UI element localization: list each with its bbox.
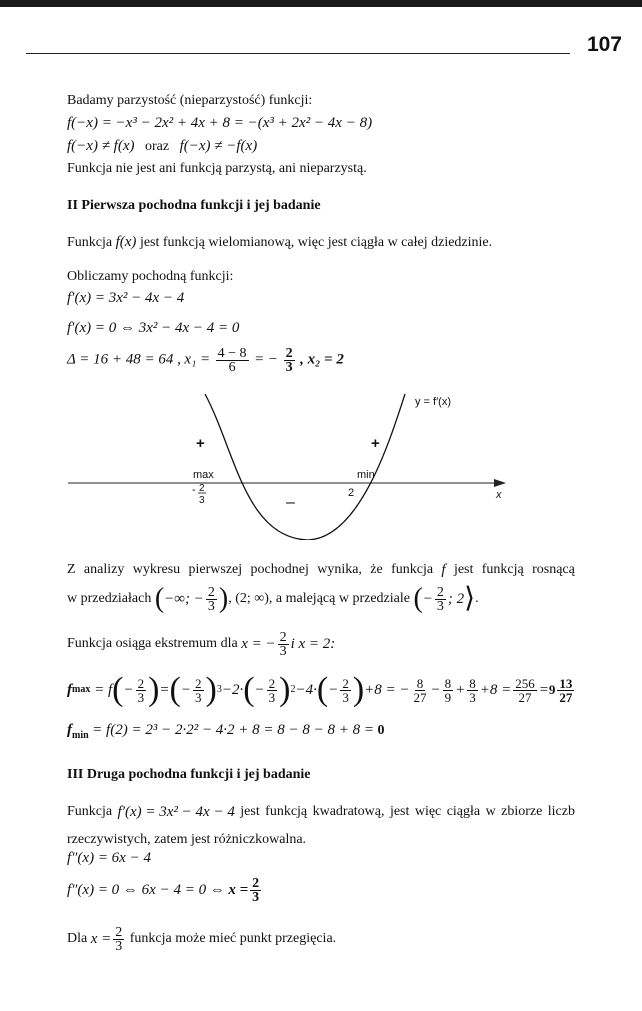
x1-label: x₁ = [184,351,211,368]
extremum-line [67,624,335,664]
interval-between: , (2; ∞), a malejącą w przedziale [228,591,410,606]
analysis-line-1-word: pierwszej [188,562,243,577]
second-zero-x: x = [228,882,249,898]
second-line-2: rzeczywistych, zatem jest różniczkowalna. [67,832,307,847]
fmax-result-int: 9 [548,682,556,697]
analysis-line-1 [67,561,575,579]
max-label: max [193,469,214,481]
parity-eq2-a: f(−x) ≠ f(x) [67,138,135,154]
analysis-line-1-word: rosnącą [532,562,575,577]
second-line-1-word: zbiorze [501,804,543,819]
parity-intro: Badamy parzystość (nieparzystość) funkcji: [67,93,313,108]
parity-equation-2 [67,137,257,156]
curve-label: y = f′(x) [415,396,451,408]
second-line-1-word: w [485,804,496,819]
parity-eq2-b: f(−x) ≠ −f(x) [179,138,258,154]
analysis-line-2: w przedziałach ( −∞; − $\frac{2}{3}$ ) , (2; ∞), a malejącą w przedziale ( − $\frac{2}{3}$ ; 2 ⟩ . [67,583,479,614]
derivative-formula: f′(x) = 3x² − 4x − 4 [67,290,185,306]
derivative-zero-equation: f′(x) = 0 ⇔ 3x² − 4x − 4 = 0 [67,320,240,336]
fmin-sub: min [72,729,89,741]
second-line-1-word: liczb [547,804,575,819]
second-line-1 [67,803,575,821]
x1-eq: = − [254,351,279,368]
derivative-sign-graph [60,380,520,540]
minus-sign: – [286,494,295,511]
inflection-x: x = [90,931,112,947]
parity-equation-1: f(−x) = −x³ − 2x² + 4x + 8 = −(x³ + 2x² − 4x − 8) [67,115,373,131]
interval2-left: − [422,591,433,607]
analysis-line-1-word: f [441,562,446,578]
fmin-line [67,721,385,745]
inflection-a: Dla [67,931,88,946]
inflection-fraction: $\frac{2}{3}$ [115,924,123,954]
extremum-fraction: $\frac{2}{3}$ [279,629,287,659]
root-left-sign: - [192,484,196,496]
second-zero-line [67,870,263,910]
analysis-line-1-word: funkcja [391,562,434,577]
continuity-sentence [67,233,492,252]
continuity-a: Funkcja [67,235,113,250]
extremum-x: x = − [241,636,276,652]
root-right: 2 [348,487,355,499]
interval1-left: −∞; − [164,591,204,607]
x1-result: $\frac{2}{3}$ [285,346,293,375]
x2: , x₂ = 2 [300,351,344,368]
analysis-line-1-word: funkcją [481,562,524,577]
analysis-line-1-word: że [370,562,383,577]
root-left-den: 3 [199,495,205,506]
plus-left: + [196,435,205,452]
fmin-label: f [67,722,72,738]
second-line-1-word: jest [240,804,260,819]
analysis-line-1-word: wynika, [317,562,362,577]
x-axis-arrow [494,479,506,487]
plus-right: + [371,435,380,452]
analysis-line-1-word: jest [453,562,474,577]
page-number: 107 [586,33,622,56]
min-label: min [357,469,375,481]
second-zero-equation: f″(x) = 0 ⇔ 6x − 4 = 0 ⇔ [67,882,225,898]
analysis-line-1-word: pochodnej [250,562,309,577]
second-line-1-word: więc [414,804,442,819]
analysis-intervals-text: w przedziałach [67,591,152,606]
second-derivative: f″(x) = 6x − 4 [67,850,151,866]
inflection-line [67,919,336,959]
second-line-1-word: funkcją [265,804,308,819]
interval2-fraction: $\frac{2}{3}$ [436,584,444,614]
extremum-b: i x = 2: [290,636,336,652]
inflection-b: funkcja może mieć punkt przegięcia. [129,931,337,946]
interval1-fraction: $\frac{2}{3}$ [207,584,215,614]
second-zero-fraction: $\frac{2}{3}$ [252,875,260,905]
second-line-1-word: kwadratową, [312,804,385,819]
second-line-1-word: ciągła [446,804,481,819]
fmin-expr: = f(2) = 2³ − 2·2² − 4·2 + 8 = 8 − 8 − 8 + 8 = [92,722,375,738]
axis-label: x [496,489,502,501]
fmax-sub: max [72,684,91,695]
analysis-line-1-word: Z [67,562,76,577]
interval2-right: ; 2 [447,591,465,607]
fmin-result: 0 [377,723,385,738]
fmax-result-fraction: $\frac{13}{27}$ [559,675,573,705]
parity-eq2-mid: oraz [145,139,170,154]
continuity-f: f(x) [115,234,137,250]
continuity-b: jest funkcją wielomianową, więc jest ciągła w całej dziedzinie. [139,235,493,250]
root-left-num: 2 [199,483,205,494]
header-rule [26,53,570,54]
section-ii-heading: II Pierwsza pochodna funkcji i jej badanie [67,198,321,213]
second-line-1-word: f′(x) = 3x² − 4x − 4 [117,804,235,820]
delta: Δ = 16 + 48 = 64 , [67,351,181,368]
section-iii-heading: III Druga pochodna funkcji i jej badanie [67,767,311,782]
analysis-line-1-word: wykresu [132,562,181,577]
roots-line [67,347,344,374]
second-line-1-word: jest [389,804,410,819]
fmax-label: f [67,682,72,698]
page-top-bar [0,0,642,7]
analysis-line-1-word: analizy [83,562,125,577]
second-line-1-word: Funkcja [67,804,113,819]
fmax-line: f max = f ( − $\frac{2}{3}$ ) = ( − $\frac{2}{3}$ ) 3 −2· ( − $\frac{2}{3}$ ) 2 −4· ( − $\frac{2}{3}$ ) +8 = − $\frac{8}{27}$ − $\frac{8}{9}$ + $\frac{8}{3}$ +8 = $\frac{256}{27}$ = 9 $\frac{13}{27}$ [67,671,573,708]
x1-fraction: $\frac{4 - 8}{6}$ [217,346,247,375]
parity-conclusion: Funkcja nie jest ani funkcją parzystą, ani nieparzystą. [67,161,367,176]
extremum-text: Funkcja osiąga ekstremum dla [67,636,238,651]
parabola-curve [205,394,405,540]
derivative-intro: Obliczamy pochodną funkcji: [67,269,234,284]
